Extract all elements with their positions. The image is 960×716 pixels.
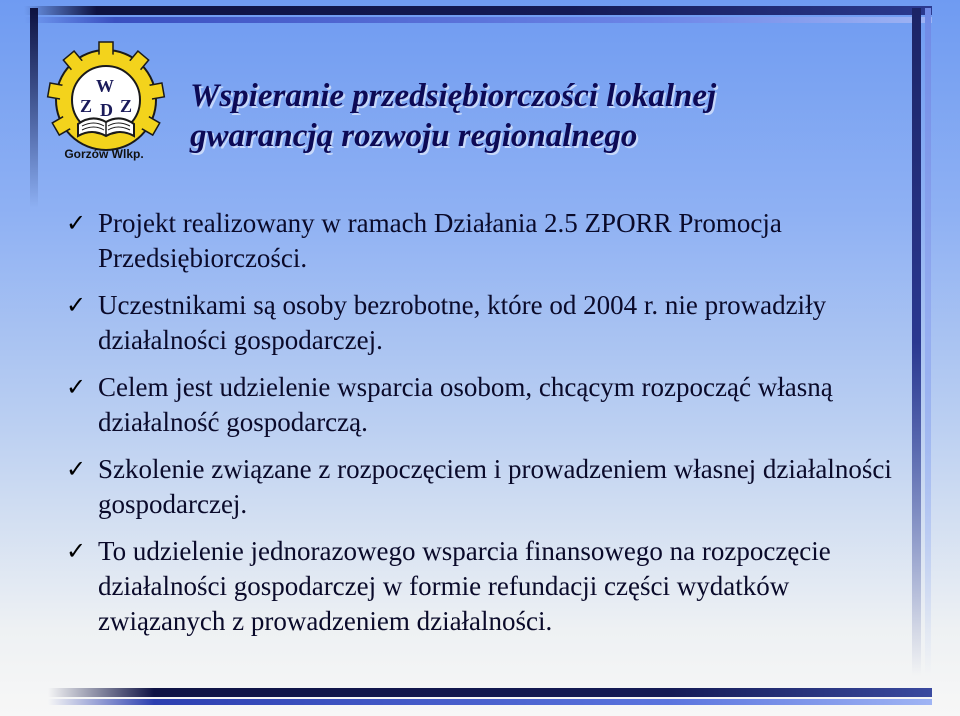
- check-icon: ✓: [66, 455, 87, 483]
- border-bar-bottom-light: [48, 699, 932, 705]
- book-icon: [78, 118, 134, 136]
- bullet-text: Celem jest udzielenie wsparcia osobom, chcącym rozpocząć własną działalność gospodarczą.: [98, 372, 833, 437]
- border-bar-right: [912, 8, 921, 676]
- bullet-text: To udzielenie jednorazowego wsparcia finansowego na rozpoczęcie działalności gospodarczej w formie refundacji części wydatków związanych z prowadzeniem działalności.: [98, 536, 831, 636]
- bullet-text: Uczestnikami są osoby bezrobotne, które od 2004 r. nie prowadziły działalności gospodarczej.: [98, 290, 827, 355]
- wzdz-logo: [44, 40, 168, 164]
- bullet-item: [66, 206, 906, 276]
- slide-title: [190, 76, 890, 156]
- border-bar-top-light: [24, 17, 932, 23]
- check-icon: ✓: [66, 373, 87, 401]
- border-bar-bottom: [48, 688, 932, 697]
- check-icon: ✓: [66, 209, 87, 237]
- logo-letter-d: D: [100, 100, 113, 120]
- bullet-text: Szkolenie związane z rozpoczęciem i prowadzeniem własnej działalności gospodarczej.: [98, 454, 892, 519]
- logo-letter-z1: Z: [80, 96, 93, 116]
- bullet-item: [66, 370, 906, 440]
- border-bar-right-light: [925, 8, 931, 676]
- check-icon: ✓: [66, 537, 87, 565]
- logo-letter-w: W: [96, 76, 114, 96]
- logo-caption: Gorzów Wlkp.: [64, 147, 144, 161]
- border-bar-top: [24, 6, 932, 15]
- border-bar-left: [30, 8, 38, 208]
- bullet-item: [66, 534, 906, 639]
- bullet-item: [66, 288, 906, 358]
- bullet-list: [66, 206, 906, 651]
- bullet-item: [66, 452, 906, 522]
- check-icon: ✓: [66, 291, 87, 319]
- title-line-1: Wspieranie przedsiębiorczości lokalnej: [190, 78, 717, 114]
- title-line-2: gwarancją rozwoju regionalnego: [190, 118, 638, 154]
- logo-letter-z2: Z: [120, 96, 133, 116]
- bullet-text: Projekt realizowany w ramach Działania 2.5 ZPORR Promocja Przedsiębiorczości.: [98, 208, 782, 273]
